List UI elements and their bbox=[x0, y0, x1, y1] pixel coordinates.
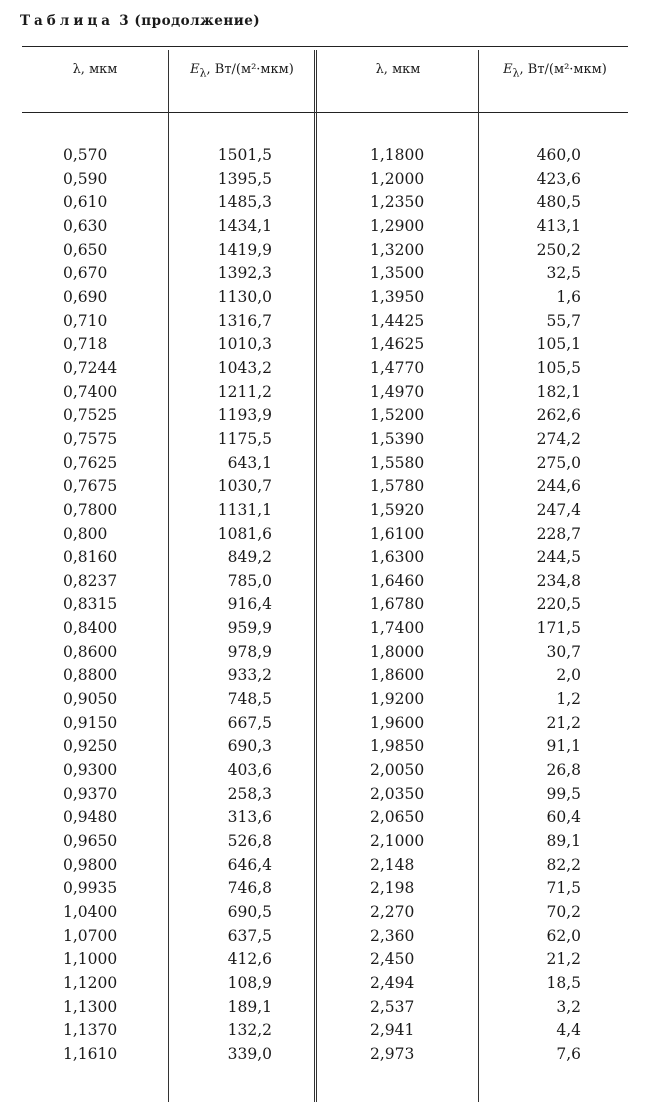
table-cell: 1,7400 bbox=[370, 619, 425, 638]
table-cell: 0,7400 bbox=[63, 382, 118, 401]
table-cell: 182,1 bbox=[536, 382, 581, 401]
table-cell: 0,610 bbox=[63, 193, 108, 212]
table-cell: 7,6 bbox=[556, 1044, 581, 1063]
table-cell: 1,5200 bbox=[370, 406, 425, 425]
table-cell: 1030,7 bbox=[217, 477, 272, 496]
table-cell: 1,4770 bbox=[370, 358, 425, 377]
table-cell: 0,7625 bbox=[63, 453, 118, 472]
table-cell: 18,5 bbox=[546, 973, 581, 992]
table-cell: 0,800 bbox=[63, 524, 108, 543]
table-cell: 1,8000 bbox=[370, 642, 425, 661]
column-e-1 bbox=[180, 144, 272, 1067]
header-e-symbol: E bbox=[190, 62, 200, 77]
table-cell: 1,4970 bbox=[370, 382, 425, 401]
header-e-subscript: λ bbox=[199, 66, 207, 80]
table-cell: 0,690 bbox=[63, 287, 108, 306]
table-cell: 60,4 bbox=[546, 808, 581, 827]
table-cell: 247,4 bbox=[536, 500, 581, 519]
table-cell: 1419,9 bbox=[217, 240, 272, 259]
table-cell: 413,1 bbox=[536, 216, 581, 235]
column-divider-1 bbox=[168, 50, 169, 1102]
table-cell: 313,6 bbox=[227, 808, 272, 827]
table-cell: 234,8 bbox=[536, 571, 581, 590]
table-cell: 0,710 bbox=[63, 311, 108, 330]
table-cell: 275,0 bbox=[536, 453, 581, 472]
caption-note: (продолжение) bbox=[134, 13, 261, 29]
header-e-units: , Вт/(м²·мкм) bbox=[206, 62, 294, 77]
header-e-left bbox=[170, 62, 314, 80]
table-cell: 2,450 bbox=[370, 950, 415, 969]
table-cell: 1,3950 bbox=[370, 287, 425, 306]
table-cell: 3,2 bbox=[556, 997, 581, 1016]
table-cell: 1,1300 bbox=[63, 997, 118, 1016]
table-cell: 71,5 bbox=[546, 879, 581, 898]
table-cell: 1,5920 bbox=[370, 500, 425, 519]
table-cell: 1,4625 bbox=[370, 335, 425, 354]
table-cell: 933,2 bbox=[227, 666, 272, 685]
table-cell: 0,630 bbox=[63, 216, 108, 235]
table-cell: 1,9200 bbox=[370, 690, 425, 709]
table-cell: 1,0700 bbox=[63, 926, 118, 945]
table-cell: 262,6 bbox=[536, 406, 581, 425]
table-cell: 0,8315 bbox=[63, 595, 118, 614]
table-cell: 189,1 bbox=[227, 997, 272, 1016]
table-cell: 1501,5 bbox=[217, 146, 272, 164]
table-cell: 0,9650 bbox=[63, 832, 118, 851]
table-cell: 70,2 bbox=[546, 903, 581, 921]
table-cell: 4,4 bbox=[556, 1021, 581, 1040]
table-cell: 0,8160 bbox=[63, 548, 118, 567]
header-e-units: , Вт/(м²·мкм) bbox=[519, 62, 607, 77]
table-cell: 0,9050 bbox=[63, 690, 118, 709]
table-cell: 2,537 bbox=[370, 997, 415, 1016]
table-cell: 0,7244 bbox=[63, 358, 118, 377]
table-cell: 91,1 bbox=[546, 737, 581, 756]
table-cell: 1,2900 bbox=[370, 216, 425, 235]
table-cell: 220,5 bbox=[536, 595, 581, 614]
table-cell: 849,2 bbox=[227, 548, 272, 567]
table-cell: 82,2 bbox=[546, 855, 581, 874]
table-cell: 1081,6 bbox=[217, 524, 272, 543]
header-e-right bbox=[480, 62, 630, 80]
table-cell: 1130,0 bbox=[217, 287, 272, 306]
table-cell: 171,5 bbox=[536, 619, 581, 638]
table-cell: 1485,3 bbox=[217, 193, 272, 212]
table-cell: 105,5 bbox=[536, 358, 581, 377]
table-cell: 1,1610 bbox=[63, 1044, 118, 1063]
table-cell: 690,3 bbox=[227, 737, 272, 756]
table-cell: 0,9800 bbox=[63, 855, 118, 874]
table-cell: 1,2 bbox=[556, 690, 581, 709]
table-cell: 1,5780 bbox=[370, 477, 425, 496]
table-cell: 2,0050 bbox=[370, 761, 425, 780]
table-cell: 30,7 bbox=[546, 642, 581, 661]
table-cell: 108,9 bbox=[227, 973, 272, 992]
table-cell: 274,2 bbox=[536, 429, 581, 448]
table-cell: 637,5 bbox=[227, 926, 272, 945]
table-cell: 105,1 bbox=[536, 335, 581, 354]
table-cell: 1,6300 bbox=[370, 548, 425, 567]
column-e-2 bbox=[490, 144, 581, 1067]
table-cell: 1193,9 bbox=[217, 406, 272, 425]
table-cell: 1,3500 bbox=[370, 264, 425, 283]
table-cell: 89,1 bbox=[546, 832, 581, 851]
table-cell: 526,8 bbox=[227, 832, 272, 851]
table-cell: 1,4425 bbox=[370, 311, 425, 330]
table-cell: 0,8800 bbox=[63, 666, 118, 685]
table-cell: 0,9300 bbox=[63, 761, 118, 780]
table-cell: 2,1000 bbox=[370, 832, 425, 851]
column-lambda-1 bbox=[63, 144, 153, 1067]
table-cell: 1,0400 bbox=[63, 903, 118, 921]
table-cell: 2,270 bbox=[370, 903, 415, 921]
table-cell: 0,9935 bbox=[63, 879, 118, 898]
table-cell: 1,1000 bbox=[63, 950, 118, 969]
table-cell: 1392,3 bbox=[217, 264, 272, 283]
table-cell: 2,0350 bbox=[370, 784, 425, 803]
table-cell: 1,6780 bbox=[370, 595, 425, 614]
table-cell: 785,0 bbox=[227, 571, 272, 590]
table-cell: 748,5 bbox=[227, 690, 272, 709]
table-cell: 0,718 bbox=[63, 335, 108, 354]
table-cell: 746,8 bbox=[227, 879, 272, 898]
table-cell: 1211,2 bbox=[217, 382, 272, 401]
table-cell: 99,5 bbox=[546, 784, 581, 803]
table-cell: 1,1370 bbox=[63, 1021, 118, 1040]
table-cell: 32,5 bbox=[546, 264, 581, 283]
table-cell: 0,670 bbox=[63, 264, 108, 283]
table-cell: 2,360 bbox=[370, 926, 415, 945]
table-cell: 21,2 bbox=[546, 950, 581, 969]
table-cell: 1395,5 bbox=[217, 169, 272, 188]
table-cell: 0,9370 bbox=[63, 784, 118, 803]
table-cell: 1043,2 bbox=[217, 358, 272, 377]
table-cell: 0,7525 bbox=[63, 406, 118, 425]
table-cell: 423,6 bbox=[536, 169, 581, 188]
table-cell: 2,973 bbox=[370, 1044, 415, 1063]
table-cell: 228,7 bbox=[536, 524, 581, 543]
table-cell: 480,5 bbox=[536, 193, 581, 212]
table-cell: 1,8600 bbox=[370, 666, 425, 685]
table-cell: 2,0650 bbox=[370, 808, 425, 827]
column-divider-double bbox=[314, 50, 317, 1102]
table-cell: 0,9480 bbox=[63, 808, 118, 827]
header-e-symbol: E bbox=[503, 62, 513, 77]
table-cell: 1,3200 bbox=[370, 240, 425, 259]
table-cell: 2,494 bbox=[370, 973, 415, 992]
table-cell: 0,570 bbox=[63, 146, 108, 164]
table-cell: 690,5 bbox=[227, 903, 272, 921]
table-cell: 959,9 bbox=[227, 619, 272, 638]
table-cell: 26,8 bbox=[546, 761, 581, 780]
table-cell: 1316,7 bbox=[217, 311, 272, 330]
table-cell: 412,6 bbox=[227, 950, 272, 969]
table-cell: 21,2 bbox=[546, 713, 581, 732]
table-cell: 2,198 bbox=[370, 879, 415, 898]
table-cell: 0,9150 bbox=[63, 713, 118, 732]
table-cell: 0,7800 bbox=[63, 500, 118, 519]
table-cell: 1175,5 bbox=[217, 429, 272, 448]
table-cell: 460,0 bbox=[536, 146, 581, 164]
table-cell: 258,3 bbox=[227, 784, 272, 803]
table-cell: 1,9600 bbox=[370, 713, 425, 732]
table-cell: 55,7 bbox=[546, 311, 581, 330]
table-cell: 244,5 bbox=[536, 548, 581, 567]
table-cell: 1434,1 bbox=[217, 216, 272, 235]
table-cell: 1,6460 bbox=[370, 571, 425, 590]
table-cell: 1131,1 bbox=[217, 500, 272, 519]
column-divider-3 bbox=[478, 50, 479, 1102]
table-cell: 250,2 bbox=[536, 240, 581, 259]
table-cell: 0,7575 bbox=[63, 429, 118, 448]
table-top-rule bbox=[22, 46, 628, 47]
table-cell: 339,0 bbox=[227, 1044, 272, 1063]
table-cell: 2,941 bbox=[370, 1021, 415, 1040]
table-cell: 646,4 bbox=[227, 855, 272, 874]
table-cell: 1,5580 bbox=[370, 453, 425, 472]
column-lambda-2 bbox=[370, 144, 450, 1067]
table-cell: 1,6100 bbox=[370, 524, 425, 543]
table-cell: 1,2000 bbox=[370, 169, 425, 188]
table-cell: 643,1 bbox=[227, 453, 272, 472]
table-cell: 978,9 bbox=[227, 642, 272, 661]
table-cell: 0,9250 bbox=[63, 737, 118, 756]
caption-word: Таблица bbox=[20, 13, 115, 29]
table-cell: 916,4 bbox=[227, 595, 272, 614]
table-cell: 1,5390 bbox=[370, 429, 425, 448]
table-caption bbox=[20, 13, 260, 29]
table-cell: 1,2350 bbox=[370, 193, 425, 212]
header-e-subscript: λ bbox=[512, 66, 520, 80]
table-cell: 1,6 bbox=[556, 287, 581, 306]
caption-number: 3 bbox=[119, 13, 130, 29]
table-cell: 0,650 bbox=[63, 240, 108, 259]
table-cell: 244,6 bbox=[536, 477, 581, 496]
table-cell: 667,5 bbox=[227, 713, 272, 732]
table-cell: 62,0 bbox=[546, 926, 581, 945]
table-cell: 132,2 bbox=[227, 1021, 272, 1040]
header-lambda-right: λ, мкм bbox=[375, 62, 421, 77]
header-lambda-left: λ, мкм bbox=[72, 62, 118, 77]
table-cell: 403,6 bbox=[227, 761, 272, 780]
table-cell: 0,8237 bbox=[63, 571, 118, 590]
table-cell: 1,9850 bbox=[370, 737, 425, 756]
table-header-rule bbox=[22, 112, 628, 113]
table-cell: 0,8400 bbox=[63, 619, 118, 638]
table-cell: 2,148 bbox=[370, 855, 415, 874]
table-cell: 0,8600 bbox=[63, 642, 118, 661]
table-cell: 1010,3 bbox=[217, 335, 272, 354]
table-cell: 0,590 bbox=[63, 169, 108, 188]
table-cell: 0,7675 bbox=[63, 477, 118, 496]
table-cell: 1,1200 bbox=[63, 973, 118, 992]
table-cell: 2,0 bbox=[556, 666, 581, 685]
table-cell: 1,1800 bbox=[370, 146, 425, 164]
